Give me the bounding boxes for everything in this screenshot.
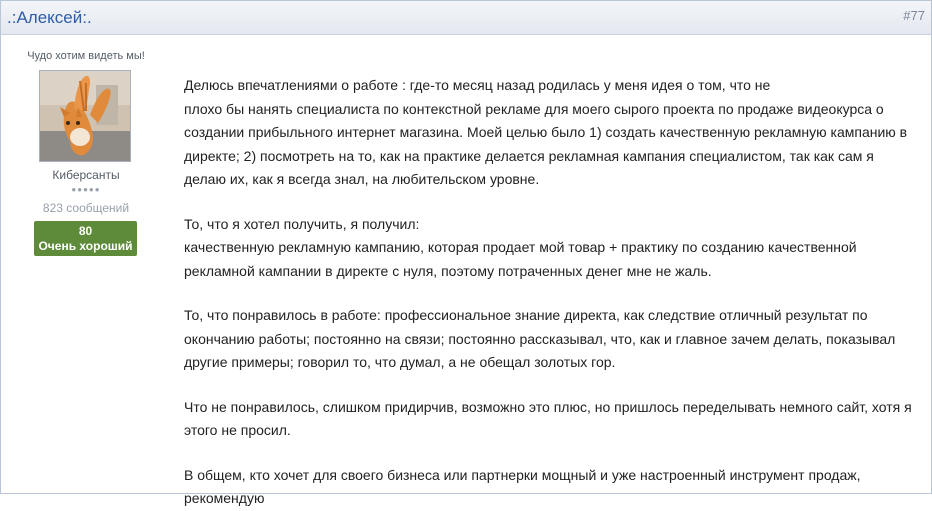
paragraph — [184, 74, 929, 192]
text-line: делаю их, как я всегда знал, на любительском уровне. — [184, 171, 540, 187]
author-link[interactable]: .:Алексей:. — [7, 8, 92, 27]
text-line: создании прибыльного интернет магазина. Моей целью было 1) создать качественную рекламную кампанию в — [184, 124, 908, 140]
text-line: То, что понравилось в работе: профессиональное знание директа, как следствие отличный результат по — [184, 307, 868, 323]
user-group: Киберсанты — [52, 168, 120, 182]
text-line: этого не просил. — [184, 422, 291, 438]
text-line: другие примеры; говорил то, что думал, а не обещал золотых гор. — [184, 354, 616, 370]
text-line: рекомендую — [184, 490, 265, 506]
paragraph — [184, 396, 929, 443]
text-line: директе; 2) посмотреть на то, как на практике делается рекламная кампания специалистом, так как сам я — [184, 147, 874, 164]
text-line: плохо бы нанять специалиста по контекстной рекламе для моего сырого проекта по продаже видеокурса о — [184, 100, 884, 117]
reputation-label: Очень хороший — [38, 239, 133, 253]
rank-stars-icon: ●●●●● — [71, 185, 101, 194]
text-line: окончанию работы; постоянно на связи; постоянно рассказывал, что, как и главное зачем делать, показывал — [184, 330, 896, 347]
cat-avatar-image — [40, 71, 130, 161]
post-content — [184, 74, 929, 511]
user-info-sidebar — [1, 35, 171, 493]
reputation-badge[interactable] — [34, 221, 137, 256]
user-title: Чудо хотим видеть мы! — [27, 50, 145, 62]
post-count: 823 сообщений — [42, 201, 130, 215]
text-line: рекламной кампании в директе с нуля, поэтому потраченных денег мне не жаль. — [184, 262, 712, 279]
reputation-value: 80 — [78, 224, 93, 238]
paragraph — [184, 464, 929, 511]
paragraph — [184, 304, 929, 375]
text-line: В общем, кто хочет для своего бизнеса или партнерки мощный и уже настроенный инструмент продаж, — [184, 466, 861, 483]
paragraph — [184, 213, 929, 284]
post-header — [1, 1, 931, 35]
text-line: Что не понравилось, слишком придирчив, возможно это плюс, но пришлось переделывать немного сайт, хотя я — [184, 398, 912, 415]
avatar[interactable] — [39, 70, 131, 162]
text-line: качественную рекламную кампанию, которая продает мой товар + практику по созданию качественной — [184, 239, 857, 255]
post-number-link[interactable]: #77 — [903, 8, 925, 23]
text-line: То, что я хотел получить, я получил: — [184, 215, 420, 232]
text-line: Делюсь впечатлениями о работе : где-то месяц назад родилась у меня идея о том, что не — [184, 77, 771, 93]
